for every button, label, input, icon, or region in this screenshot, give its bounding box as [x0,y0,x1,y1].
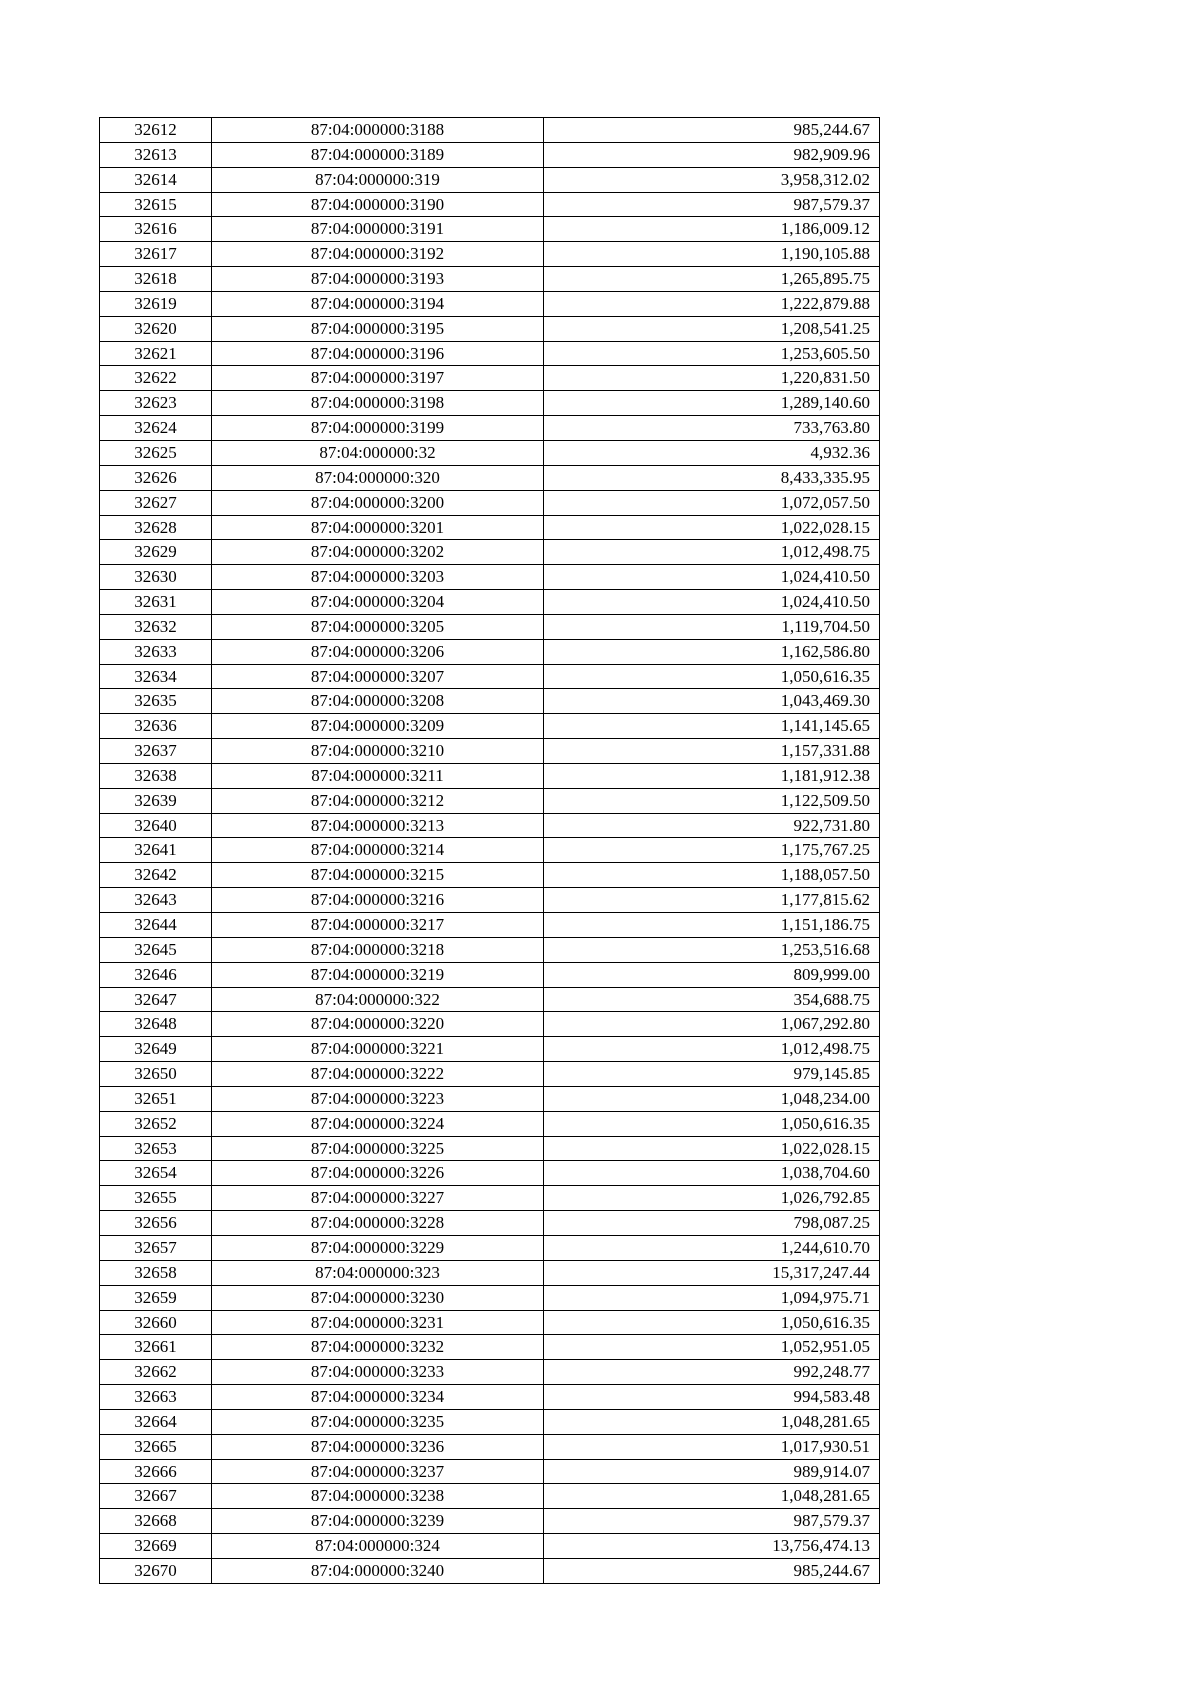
table-row [100,962,880,987]
row-number-cell: 32627 [100,490,212,515]
row-number-cell: 32628 [100,515,212,540]
cadastral-value-cell: 1,151,186.75 [544,913,880,938]
cadastral-number-cell: 87:04:000000:3226 [212,1161,544,1186]
row-number-cell: 32651 [100,1086,212,1111]
cadastral-value-cell: 1,050,616.35 [544,664,880,689]
table-row [100,1086,880,1111]
cadastral-value-cell: 3,958,312.02 [544,167,880,192]
cadastral-value-cell: 1,012,498.75 [544,1037,880,1062]
cadastral-number-cell: 87:04:000000:3216 [212,888,544,913]
table-row [100,1186,880,1211]
row-number-cell: 32637 [100,739,212,764]
cadastral-value-cell: 1,157,331.88 [544,739,880,764]
table-row [100,565,880,590]
table-row [100,614,880,639]
row-number-cell: 32655 [100,1186,212,1211]
row-number-cell: 32654 [100,1161,212,1186]
cadastral-number-cell: 87:04:000000:3218 [212,937,544,962]
table-row [100,1211,880,1236]
cadastral-value-cell: 1,177,815.62 [544,888,880,913]
table-row [100,217,880,242]
row-number-cell: 32656 [100,1211,212,1236]
row-number-cell: 32633 [100,639,212,664]
table-row [100,167,880,192]
cadastral-number-cell: 87:04:000000:3197 [212,366,544,391]
row-number-cell: 32642 [100,863,212,888]
cadastral-number-cell: 87:04:000000:3208 [212,689,544,714]
cadastral-value-cell: 1,175,767.25 [544,838,880,863]
table-row [100,590,880,615]
table-row [100,540,880,565]
row-number-cell: 32662 [100,1360,212,1385]
cadastral-value-cell: 1,244,610.70 [544,1235,880,1260]
table-row [100,366,880,391]
cadastral-number-cell: 87:04:000000:3234 [212,1385,544,1410]
row-number-cell: 32657 [100,1235,212,1260]
cadastral-value-cell: 987,579.37 [544,192,880,217]
table-row [100,1335,880,1360]
cadastral-number-cell: 87:04:000000:3213 [212,813,544,838]
row-number-cell: 32625 [100,440,212,465]
cadastral-value-cell: 1,208,541.25 [544,316,880,341]
row-number-cell: 32619 [100,291,212,316]
cadastral-number-cell: 87:04:000000:3228 [212,1211,544,1236]
table-row [100,689,880,714]
cadastral-number-cell: 87:04:000000:3237 [212,1459,544,1484]
cadastral-value-cell: 1,043,469.30 [544,689,880,714]
cadastral-number-cell: 87:04:000000:3225 [212,1136,544,1161]
table-row [100,739,880,764]
cadastral-value-cell: 733,763.80 [544,416,880,441]
row-number-cell: 32661 [100,1335,212,1360]
cadastral-number-cell: 87:04:000000:3210 [212,739,544,764]
table-row [100,763,880,788]
cadastral-value-cell: 1,052,951.05 [544,1335,880,1360]
row-number-cell: 32666 [100,1459,212,1484]
table-row [100,1111,880,1136]
cadastral-number-cell: 87:04:000000:3207 [212,664,544,689]
cadastral-value-cell: 1,022,028.15 [544,515,880,540]
cadastral-number-cell: 87:04:000000:324 [212,1534,544,1559]
cadastral-number-cell: 87:04:000000:3189 [212,142,544,167]
cadastral-number-cell: 87:04:000000:3221 [212,1037,544,1062]
cadastral-number-cell: 87:04:000000:3201 [212,515,544,540]
cadastral-number-cell: 87:04:000000:3217 [212,913,544,938]
cadastral-number-cell: 87:04:000000:3206 [212,639,544,664]
cadastral-value-cell: 1,190,105.88 [544,242,880,267]
cadastral-number-cell: 87:04:000000:3215 [212,863,544,888]
cadastral-value-cell: 1,038,704.60 [544,1161,880,1186]
row-number-cell: 32667 [100,1484,212,1509]
row-number-cell: 32636 [100,714,212,739]
table-row [100,913,880,938]
row-number-cell: 32659 [100,1285,212,1310]
cadastral-number-cell: 87:04:000000:3193 [212,267,544,292]
row-number-cell: 32623 [100,391,212,416]
cadastral-value-cell: 1,141,145.65 [544,714,880,739]
table-row [100,242,880,267]
cadastral-value-cell: 4,932.36 [544,440,880,465]
row-number-cell: 32635 [100,689,212,714]
cadastral-value-cell: 1,048,234.00 [544,1086,880,1111]
cadastral-number-cell: 87:04:000000:32 [212,440,544,465]
table-row [100,937,880,962]
table-row [100,1360,880,1385]
row-number-cell: 32652 [100,1111,212,1136]
row-number-cell: 32620 [100,316,212,341]
row-number-cell: 32644 [100,913,212,938]
row-number-cell: 32668 [100,1509,212,1534]
row-number-cell: 32653 [100,1136,212,1161]
table-row [100,1409,880,1434]
cadastral-value-cell: 985,244.67 [544,118,880,143]
row-number-cell: 32622 [100,366,212,391]
row-number-cell: 32641 [100,838,212,863]
row-number-cell: 32632 [100,614,212,639]
cadastral-value-cell: 1,072,057.50 [544,490,880,515]
row-number-cell: 32621 [100,341,212,366]
row-number-cell: 32640 [100,813,212,838]
cadastral-value-cell: 8,433,335.95 [544,465,880,490]
table-row [100,813,880,838]
table-row [100,1459,880,1484]
cadastral-value-cell: 1,017,930.51 [544,1434,880,1459]
cadastral-number-cell: 87:04:000000:3220 [212,1012,544,1037]
cadastral-number-cell: 87:04:000000:3240 [212,1558,544,1583]
cadastral-value-cell: 1,022,028.15 [544,1136,880,1161]
table-row [100,316,880,341]
table-row [100,987,880,1012]
cadastral-number-cell: 87:04:000000:3212 [212,788,544,813]
cadastral-value-cell: 992,248.77 [544,1360,880,1385]
cadastral-value-cell: 1,119,704.50 [544,614,880,639]
cadastral-value-cell: 1,050,616.35 [544,1111,880,1136]
table-row [100,192,880,217]
table-row [100,1161,880,1186]
cadastral-number-cell: 87:04:000000:3198 [212,391,544,416]
row-number-cell: 32624 [100,416,212,441]
table-row [100,267,880,292]
cadastral-value-cell: 979,145.85 [544,1062,880,1087]
cadastral-value-cell: 1,012,498.75 [544,540,880,565]
row-number-cell: 32638 [100,763,212,788]
cadastral-number-cell: 87:04:000000:3227 [212,1186,544,1211]
row-number-cell: 32650 [100,1062,212,1087]
table-row [100,465,880,490]
cadastral-number-cell: 87:04:000000:3211 [212,763,544,788]
table-row [100,664,880,689]
row-number-cell: 32612 [100,118,212,143]
table-row [100,1434,880,1459]
cadastral-value-cell: 1,048,281.65 [544,1484,880,1509]
table-row [100,1037,880,1062]
row-number-cell: 32670 [100,1558,212,1583]
row-number-cell: 32658 [100,1260,212,1285]
cadastral-number-cell: 87:04:000000:3194 [212,291,544,316]
table-row [100,888,880,913]
cadastral-value-cell: 1,024,410.50 [544,590,880,615]
cadastral-value-cell: 982,909.96 [544,142,880,167]
cadastral-number-cell: 87:04:000000:3190 [212,192,544,217]
row-number-cell: 32647 [100,987,212,1012]
cadastral-number-cell: 87:04:000000:3203 [212,565,544,590]
row-number-cell: 32646 [100,962,212,987]
cadastral-number-cell: 87:04:000000:3209 [212,714,544,739]
row-number-cell: 32630 [100,565,212,590]
cadastral-value-cell: 1,186,009.12 [544,217,880,242]
row-number-cell: 32634 [100,664,212,689]
cadastral-number-cell: 87:04:000000:3223 [212,1086,544,1111]
cadastral-value-cell: 987,579.37 [544,1509,880,1534]
table-row [100,142,880,167]
cadastral-value-cell: 922,731.80 [544,813,880,838]
cadastral-number-cell: 87:04:000000:3199 [212,416,544,441]
table-row [100,1062,880,1087]
cadastral-value-cell: 809,999.00 [544,962,880,987]
row-number-cell: 32613 [100,142,212,167]
table-row [100,490,880,515]
cadastral-number-cell: 87:04:000000:3224 [212,1111,544,1136]
row-number-cell: 32663 [100,1385,212,1410]
row-number-cell: 32614 [100,167,212,192]
cadastral-value-cell: 1,222,879.88 [544,291,880,316]
row-number-cell: 32643 [100,888,212,913]
table-row [100,1136,880,1161]
table-row [100,639,880,664]
table-row [100,1012,880,1037]
table-row [100,1484,880,1509]
cadastral-number-cell: 87:04:000000:3233 [212,1360,544,1385]
row-number-cell: 32660 [100,1310,212,1335]
table-row [100,788,880,813]
cadastral-value-cell: 1,050,616.35 [544,1310,880,1335]
table-row [100,1558,880,1583]
cadastral-number-cell: 87:04:000000:3238 [212,1484,544,1509]
cadastral-value-table [99,117,880,1584]
table-row [100,416,880,441]
cadastral-value-cell: 1,024,410.50 [544,565,880,590]
cadastral-number-cell: 87:04:000000:322 [212,987,544,1012]
cadastral-number-cell: 87:04:000000:3222 [212,1062,544,1087]
table-row [100,341,880,366]
cadastral-number-cell: 87:04:000000:3231 [212,1310,544,1335]
table-row [100,1260,880,1285]
cadastral-number-cell: 87:04:000000:3205 [212,614,544,639]
cadastral-value-cell: 1,253,516.68 [544,937,880,962]
cadastral-number-cell: 87:04:000000:3200 [212,490,544,515]
cadastral-value-cell: 1,026,792.85 [544,1186,880,1211]
cadastral-value-cell: 985,244.67 [544,1558,880,1583]
table-row [100,1534,880,1559]
table-row [100,1509,880,1534]
cadastral-value-cell: 994,583.48 [544,1385,880,1410]
cadastral-number-cell: 87:04:000000:3219 [212,962,544,987]
cadastral-number-cell: 87:04:000000:3204 [212,590,544,615]
cadastral-value-cell: 13,756,474.13 [544,1534,880,1559]
cadastral-value-cell: 354,688.75 [544,987,880,1012]
row-number-cell: 32645 [100,937,212,962]
cadastral-value-cell: 1,220,831.50 [544,366,880,391]
cadastral-value-cell: 1,188,057.50 [544,863,880,888]
cadastral-number-cell: 87:04:000000:3229 [212,1235,544,1260]
row-number-cell: 32629 [100,540,212,565]
cadastral-number-cell: 87:04:000000:3195 [212,316,544,341]
cadastral-value-cell: 1,265,895.75 [544,267,880,292]
cadastral-value-cell: 1,048,281.65 [544,1409,880,1434]
table-row [100,118,880,143]
row-number-cell: 32617 [100,242,212,267]
table-row [100,1285,880,1310]
table-row [100,391,880,416]
table-row [100,838,880,863]
cadastral-number-cell: 87:04:000000:3188 [212,118,544,143]
cadastral-value-cell: 1,289,140.60 [544,391,880,416]
cadastral-value-cell: 1,181,912.38 [544,763,880,788]
row-number-cell: 32618 [100,267,212,292]
cadastral-value-cell: 1,253,605.50 [544,341,880,366]
table-row [100,1235,880,1260]
cadastral-number-cell: 87:04:000000:3214 [212,838,544,863]
row-number-cell: 32664 [100,1409,212,1434]
row-number-cell: 32626 [100,465,212,490]
cadastral-number-cell: 87:04:000000:3235 [212,1409,544,1434]
table-row [100,1385,880,1410]
cadastral-value-cell: 1,067,292.80 [544,1012,880,1037]
table-row [100,714,880,739]
row-number-cell: 32649 [100,1037,212,1062]
table-body [100,118,880,1584]
cadastral-value-cell: 1,162,586.80 [544,639,880,664]
row-number-cell: 32639 [100,788,212,813]
row-number-cell: 32615 [100,192,212,217]
table-row [100,863,880,888]
table-row [100,440,880,465]
row-number-cell: 32631 [100,590,212,615]
cadastral-number-cell: 87:04:000000:3239 [212,1509,544,1534]
cadastral-value-cell: 1,122,509.50 [544,788,880,813]
row-number-cell: 32616 [100,217,212,242]
cadastral-value-cell: 1,094,975.71 [544,1285,880,1310]
cadastral-number-cell: 87:04:000000:3232 [212,1335,544,1360]
row-number-cell: 32669 [100,1534,212,1559]
cadastral-number-cell: 87:04:000000:320 [212,465,544,490]
row-number-cell: 32648 [100,1012,212,1037]
table-row [100,291,880,316]
cadastral-number-cell: 87:04:000000:3192 [212,242,544,267]
table-row [100,515,880,540]
cadastral-value-cell: 989,914.07 [544,1459,880,1484]
cadastral-number-cell: 87:04:000000:3191 [212,217,544,242]
cadastral-number-cell: 87:04:000000:323 [212,1260,544,1285]
cadastral-value-cell: 798,087.25 [544,1211,880,1236]
cadastral-number-cell: 87:04:000000:3236 [212,1434,544,1459]
table-row [100,1310,880,1335]
cadastral-number-cell: 87:04:000000:319 [212,167,544,192]
cadastral-value-cell: 15,317,247.44 [544,1260,880,1285]
cadastral-number-cell: 87:04:000000:3196 [212,341,544,366]
cadastral-number-cell: 87:04:000000:3230 [212,1285,544,1310]
cadastral-number-cell: 87:04:000000:3202 [212,540,544,565]
row-number-cell: 32665 [100,1434,212,1459]
